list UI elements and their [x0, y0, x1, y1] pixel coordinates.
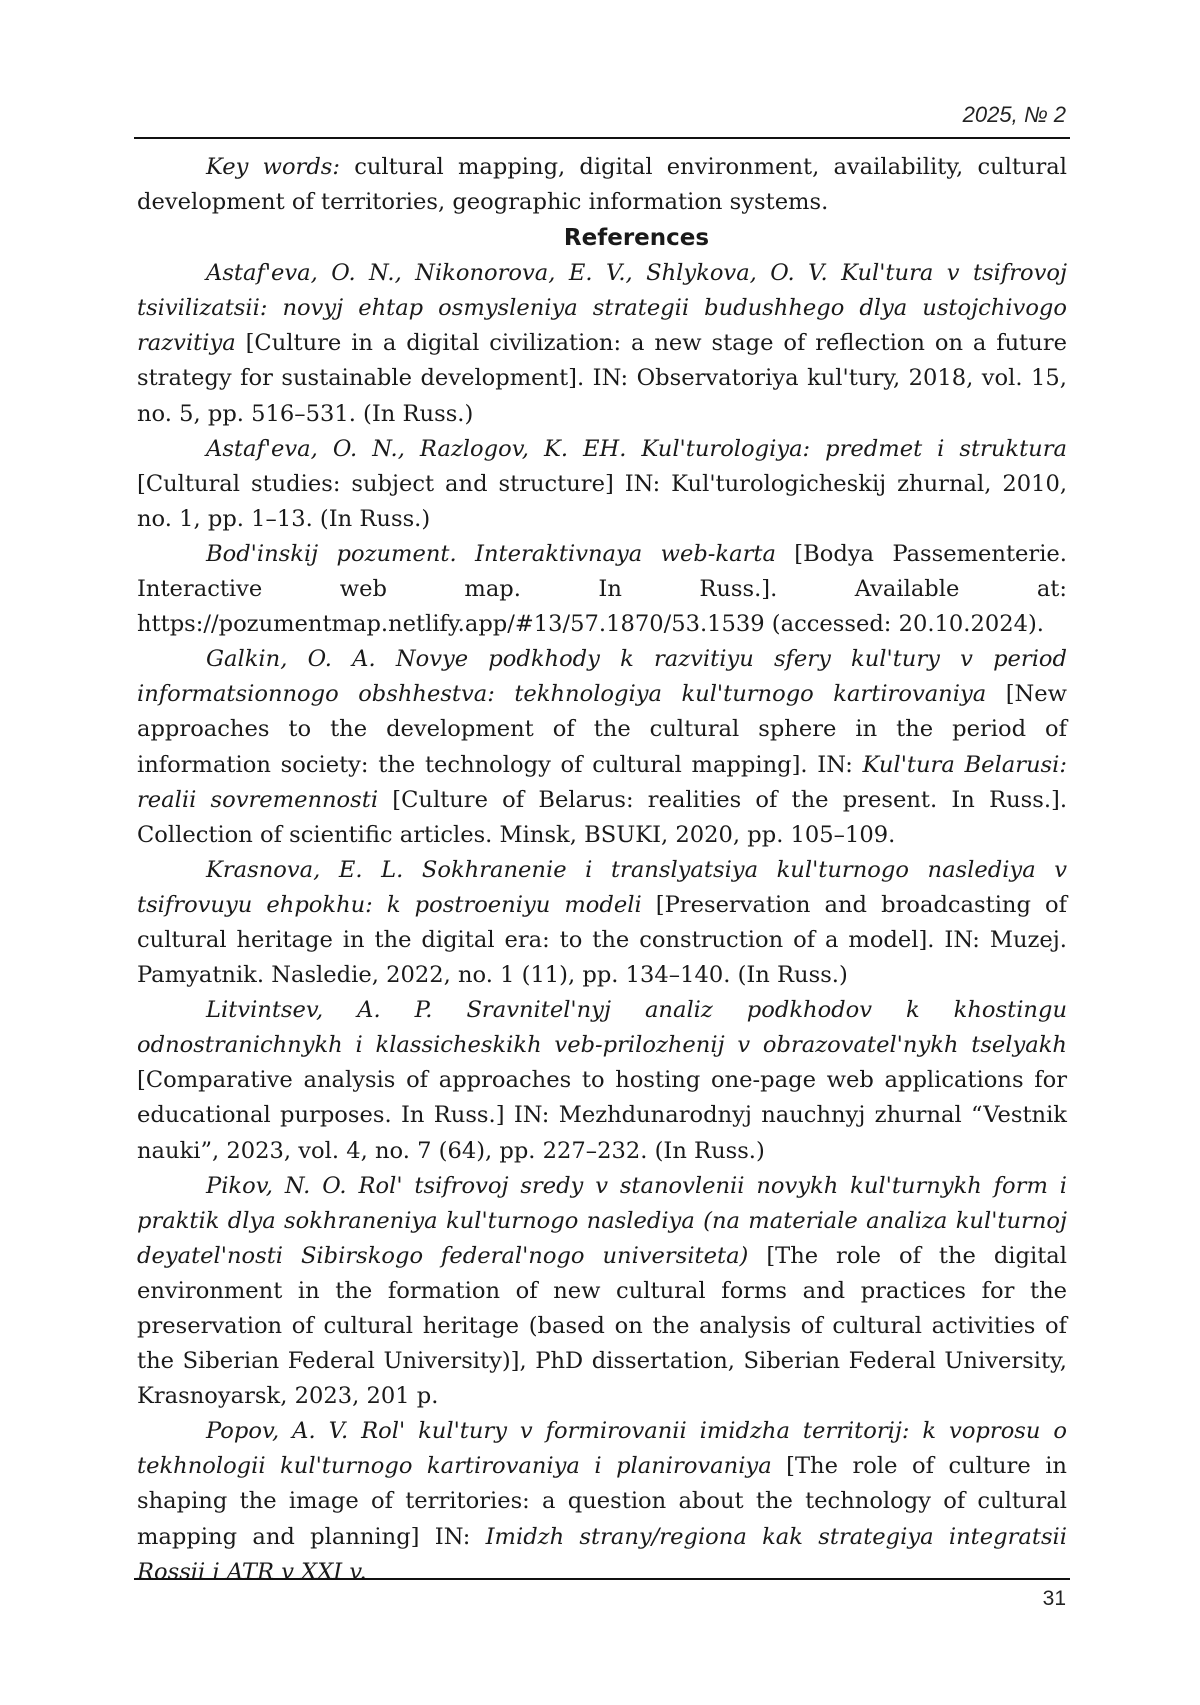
reference-item [137, 993, 1067, 1168]
reference-italic: Galkin, O. A. Novye podkhody k razvitiyu sfery kul'tury v period informatsionnogo obshhestva: tekhnologiya kul'turnogo kartirovaniya [137, 646, 1067, 708]
header-rule [134, 137, 1070, 139]
reference-text: [Cultural studies: subject and structure] IN: Kul'turologicheskij zhurnal, 2010, no. 1, pp. 1–13. (In Russ.) [137, 470, 1067, 532]
reference-italic: Krasnova, E. L. Sokhranenie i translyatsiya kul'turnogo naslediya v tsifrovuyu ehpokhu: k postroeniyu modeli [137, 856, 1067, 918]
reference-text: [Bodya Passementerie. Interactive web map. In Russ.]. Available at: https://pozumentmap.netlify.app/#13/57.​1870/53.1539 (accessed: 20.10.2024). [137, 540, 1067, 638]
reference-item [137, 642, 1067, 853]
reference-italic: Pikov, N. O. Rol' tsifrovoj sredy v stanovlenii novykh kul'turnykh form i praktik dlya sokhraneniya kul'turnogo naslediya (na materiale analiza kul'turnoj deyatel'nosti Sibirskogo federal'nogo universiteta) [137, 1172, 1067, 1269]
reference-item [137, 432, 1067, 537]
reference-text-tail: [Culture of Belarus: realities of the present. In Russ.]. Collection of scientific articles. Minsk, BSUKI, 2020, pp. 105–109. [137, 786, 1067, 848]
reference-item [137, 256, 1067, 431]
reference-text: [New approaches to the development of the cultural sphere in the period of information society: the technology of cultural mapping]. IN: [137, 681, 1067, 778]
keywords-text: cultural mapping, digital environment, availability, cultural development of territories, geographic information systems. [137, 154, 1067, 216]
reference-italic: Popov, A. V. Rol' kul'tury v formirovanii imidzha territorij: k voprosu o tekhnologii kul'turnogo kartirovaniya i planirovaniya [137, 1418, 1067, 1480]
reference-item [137, 853, 1067, 993]
reference-item [137, 1169, 1067, 1415]
reference-text: [The role of the digital environment in the formation of new cultural forms and practices for the preservation of cultural heritage (based on the analysis of cultural activities of the Siberian Federal University)], PhD dissertation, Siberian Federal University, Krasnoyarsk, 2023, 201 p. [137, 1242, 1067, 1410]
reference-text: [Comparative analysis of approaches to hosting one-page web applications for educational purposes. In Russ.] IN: Mezhdunarodnyj nauchnyj zhurnal “Vestnik nauki”, 2023, vol. 4, no. 7 (64), pp. 227–232. (In Russ.) [137, 1067, 1067, 1164]
page-number: 31 [1042, 1587, 1066, 1610]
reference-italic: Astaf'eva, O. N., Razlogov, K. EH. Kul'turologiya: predmet i struktura [206, 435, 1067, 462]
footer-rule [134, 1578, 1070, 1580]
page-content [137, 150, 1067, 1590]
reference-italic-source: Imidzh strany/regiona kak strategiya integratsii Rossii i ATR v XXI v. [137, 1523, 1067, 1585]
reference-italic: Litvintsev, A. P. Sravnitel'nyj analiz podkhodov k khostingu odnostranichnykh i klassicheskikh veb-prilozhenij v obrazovatel'nykh tselyakh [137, 997, 1067, 1059]
reference-italic-source: Kul'tura Belarusi: realii sovremennosti [137, 751, 1067, 813]
reference-italic: Bod'inskij pozument. Interaktivnaya web-karta [206, 540, 776, 567]
reference-text: [The role of culture in shaping the image of territories: a question about the technology of cultural mapping and planning] IN: [137, 1453, 1067, 1550]
reference-item [137, 537, 1067, 642]
reference-italic: Astaf'eva, O. N., Nikonorova, E. V., Shlykova, O. V. Kul'tura v tsifrovoj tsivilizatsii: novyj ehtap osmysleniya strategii budushhego dlya ustojchivogo razvitiya [137, 260, 1067, 357]
issue-label: 2025, № 2 [962, 102, 1066, 127]
reference-text: [Preservation and broadcasting of cultural heritage in the digital era: to the construction of a model]. IN: Muzej. Pamyatnik. Nasledie, 2022, no. 1 (11), pp. 134–140. (In Russ.) [137, 891, 1067, 989]
references-title: References [563, 225, 710, 252]
reference-item [137, 1414, 1067, 1589]
keywords-paragraph [137, 150, 1067, 220]
keywords-label: Key words: [206, 154, 341, 180]
reference-text: [Culture in a digital civilization: a new stage of reflection on a future strategy for sustainable development]. IN: Observatoriya kul'tury, 2018, vol. 15, no. 5, pp. 516–531. (In Russ.) [137, 330, 1067, 427]
